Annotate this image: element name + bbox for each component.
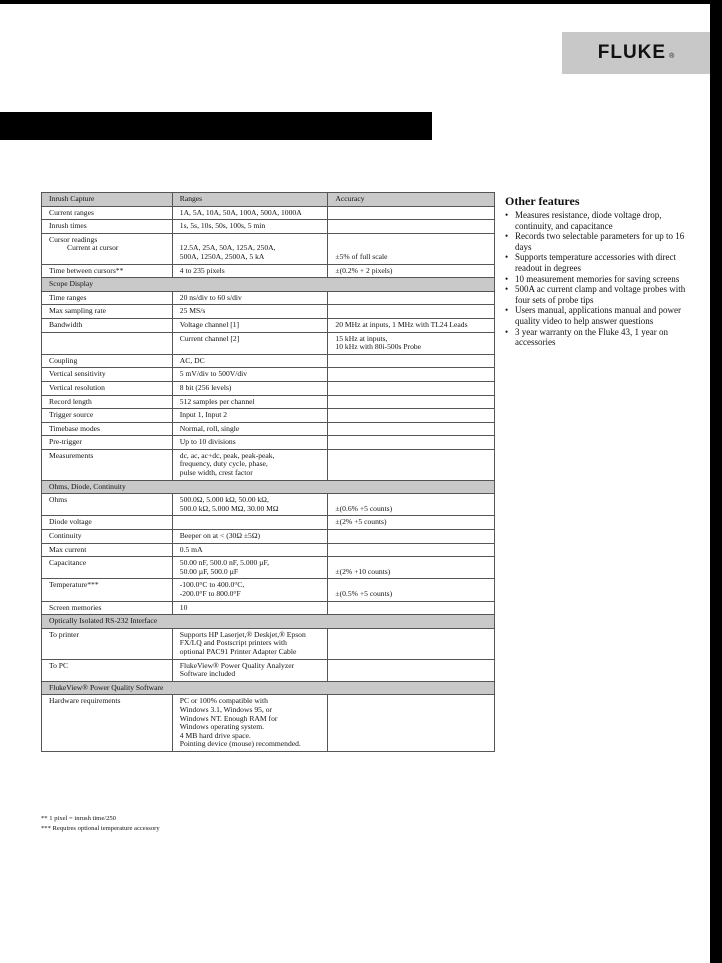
other-features	[505, 194, 700, 348]
table-cell: Trigger source	[42, 409, 173, 423]
table-cell: 8 bit (256 levels)	[172, 381, 328, 395]
table-row	[42, 449, 495, 480]
table-cell	[328, 368, 495, 382]
table-cell: AC, DC	[172, 354, 328, 368]
table-row	[42, 291, 495, 305]
cell-text: 500.0 kΩ, 5.000 MΩ, 30.00 MΩ	[179, 503, 279, 513]
cell-text: frequency, duty cycle, phase,	[179, 459, 268, 469]
feature-item: • 10 measurement memories for saving screens	[505, 274, 700, 285]
table-cell: Voltage channel [1]	[172, 318, 328, 332]
table-row	[42, 318, 495, 332]
table-cell	[328, 659, 495, 681]
cell-text: optional PAC91 Printer Adapter Cable	[179, 646, 297, 656]
table-cell	[328, 220, 495, 234]
section-row	[42, 615, 495, 629]
other-features-list	[505, 210, 700, 348]
table-cell: Measurements	[42, 449, 173, 480]
table-row	[42, 381, 495, 395]
table-row	[42, 220, 495, 234]
table-row	[42, 354, 495, 368]
table-cell: Pre-trigger	[42, 436, 173, 450]
cell-text: -100.0°C to 400.0°C,	[179, 580, 245, 590]
header-bar	[0, 112, 432, 140]
table-cell: 0.5 mA	[172, 543, 328, 557]
table-cell: To printer	[42, 628, 173, 659]
feature-item: • 3 year warranty on the Fluke 43, 1 year on accessories	[505, 327, 700, 348]
table-row	[42, 557, 495, 579]
feature-item: • Users manual, applications manual and power quality video to help answer questions	[505, 305, 700, 326]
table-row	[42, 409, 495, 423]
table-cell: ±(2% +10 counts)	[328, 557, 495, 579]
table-cell	[172, 579, 328, 601]
cell-text: PC or 100% compatible with	[179, 696, 268, 706]
table-cell	[172, 494, 328, 516]
cell-text: 10 kHz with 80i-500s Probe	[335, 342, 422, 352]
table-cell	[328, 436, 495, 450]
table-cell: FlukeView® Power Quality Software	[42, 681, 495, 695]
table-cell	[328, 305, 495, 319]
table-cell: Inrush times	[42, 220, 173, 234]
table-cell: ±(2% +5 counts)	[328, 516, 495, 530]
table-cell: 5 mV/div to 500V/div	[172, 368, 328, 382]
table-row	[42, 305, 495, 319]
feature-item: • Measures resistance, diode voltage drop, continuity, and capacitance	[505, 210, 700, 231]
cell-text: dc, ac, ac+dc, peak, peak-peak,	[179, 450, 275, 460]
footnotes	[41, 814, 160, 834]
fluke-logo	[562, 32, 710, 74]
table-cell: ±(0.5% +5 counts)	[328, 579, 495, 601]
cell-text: FlukeView® Power Quality Analyzer	[179, 660, 295, 670]
cell-text: Cursor readings	[49, 234, 98, 244]
table-cell: Current channel [2]	[172, 332, 328, 354]
table-header-row	[42, 193, 495, 207]
table-cell	[328, 628, 495, 659]
table-row	[42, 395, 495, 409]
table-cell	[328, 332, 495, 354]
header-cell: Ranges	[172, 193, 328, 207]
table-cell	[328, 395, 495, 409]
cell-text: Windows 3.1, Windows 95, or	[179, 704, 273, 714]
table-cell: 512 samples per channel	[172, 395, 328, 409]
cell-text: Current at cursor	[67, 243, 119, 253]
table-cell: Ohms	[42, 494, 173, 516]
spec-sheet-page	[0, 4, 710, 963]
table-row	[42, 530, 495, 544]
table-row	[42, 543, 495, 557]
table-cell: Optically Isolated RS-232 Interface	[42, 615, 495, 629]
feature-item: • Supports temperature accessories with direct readout in degrees	[505, 252, 700, 273]
table-cell	[172, 695, 328, 752]
other-features-title: Other features	[505, 194, 580, 208]
table-cell: Continuity	[42, 530, 173, 544]
table-cell: Vertical sensitivity	[42, 368, 173, 382]
cell-text	[335, 236, 487, 245]
table-cell: ±(0.6% +5 counts)	[328, 494, 495, 516]
feature-item: • Records two selectable parameters for up to 16 days	[505, 231, 700, 252]
table-cell: ±(0.2% + 2 pixels)	[328, 264, 495, 278]
table-cell: 10	[172, 601, 328, 615]
table-cell	[42, 233, 173, 264]
table-cell	[328, 530, 495, 544]
table-row	[42, 436, 495, 450]
table-cell: Max sampling rate	[42, 305, 173, 319]
table-cell	[172, 659, 328, 681]
table-cell	[328, 381, 495, 395]
table-row	[42, 628, 495, 659]
cell-text: 50.00 µF, 500.0 µF	[179, 566, 239, 576]
table-cell: Bandwidth	[42, 318, 173, 332]
table-cell	[172, 557, 328, 579]
table-cell: Hardware requirements	[42, 695, 173, 752]
cell-text: -200.0°F to 800.0°F	[179, 589, 241, 598]
table-row	[42, 516, 495, 530]
table-cell	[172, 628, 328, 659]
table-cell: 20 ns/div to 60 s/div	[172, 291, 328, 305]
specifications-table	[41, 192, 495, 752]
cell-text: 4 MB hard drive space.	[179, 730, 251, 740]
table-cell	[328, 601, 495, 615]
brand-name: FLUKE	[597, 42, 667, 63]
header-cell: Accuracy	[328, 193, 495, 207]
table-row	[42, 659, 495, 681]
section-row	[42, 480, 495, 494]
table-row	[42, 332, 495, 354]
table-cell: 20 MHz at inputs, 1 MHz with TL24 Leads	[328, 318, 495, 332]
cell-text: 15 kHz at inputs,	[335, 333, 388, 343]
footnote: ** 1 pixel = inrush time/250	[41, 815, 116, 822]
table-cell: Timebase modes	[42, 422, 173, 436]
table-cell: 1A, 5A, 10A, 50A, 100A, 500A, 1000A	[172, 206, 328, 220]
table-cell: Time between cursors**	[42, 264, 173, 278]
table-cell: Capacitance	[42, 557, 173, 579]
table-cell: Screen memories	[42, 601, 173, 615]
table-cell: 1s, 5s, 10s, 50s, 100s, 5 min	[172, 220, 328, 234]
table-cell	[172, 449, 328, 480]
table-cell: Scope Display	[42, 278, 495, 292]
table-row	[42, 579, 495, 601]
table-cell: Coupling	[42, 354, 173, 368]
table-cell: Temperature***	[42, 579, 173, 601]
table-cell	[328, 233, 495, 264]
table-cell: Max current	[42, 543, 173, 557]
table-cell	[172, 516, 328, 530]
table-cell: Beeper on at < (30Ω ±5Ω)	[172, 530, 328, 544]
table-cell	[328, 449, 495, 480]
table-cell: Normal, roll, single	[172, 422, 328, 436]
table-cell	[328, 409, 495, 423]
table-cell	[42, 332, 173, 354]
table-row	[42, 264, 495, 278]
brand-registered-mark: ®	[669, 52, 675, 60]
table-row	[42, 233, 495, 264]
cell-text: Supports HP Laserjet,® Deskjet,® Epson	[179, 629, 306, 639]
table-cell	[328, 422, 495, 436]
table-cell: 25 MS/s	[172, 305, 328, 319]
table-cell: Current ranges	[42, 206, 173, 220]
cell-text: Pointing device (mouse) recommended.	[179, 739, 301, 749]
cell-text: 500.0Ω, 5.000 kΩ, 50.00 kΩ,	[179, 495, 269, 505]
table-row	[42, 422, 495, 436]
header-cell: Inrush Capture	[42, 193, 173, 207]
table-cell	[172, 233, 328, 264]
table-cell	[328, 291, 495, 305]
table-cell	[328, 695, 495, 752]
feature-item: • 500A ac current clamp and voltage probes with four sets of probe tips	[505, 284, 700, 305]
table-cell: Vertical resolution	[42, 381, 173, 395]
table-cell	[328, 354, 495, 368]
section-row	[42, 278, 495, 292]
cell-text: 12.5A, 25A, 50A, 125A, 250A,	[179, 243, 276, 253]
cell-text: Software included	[179, 669, 236, 679]
footnote: *** Requires optional temperature accessory	[41, 825, 160, 832]
table-cell	[328, 206, 495, 220]
table-cell: Ohms, Diode, Continuity	[42, 480, 495, 494]
table-cell: Record length	[42, 395, 173, 409]
table-cell: Time ranges	[42, 291, 173, 305]
cell-text: 50.00 nF, 500.0 nF, 5.000 µF,	[179, 558, 270, 568]
table-cell: Diode voltage	[42, 516, 173, 530]
cell-text: 500A, 1250A, 2500A, 5 kA	[179, 251, 265, 261]
table-cell: Up to 10 divisions	[172, 436, 328, 450]
cell-text: ±5% of full scale	[335, 251, 388, 261]
cell-text: Windows NT. Enough RAM for	[179, 713, 278, 723]
cell-text: pulse width, crest factor	[179, 468, 253, 478]
table-row	[42, 494, 495, 516]
table-row	[42, 601, 495, 615]
table-cell: 4 to 235 pixels	[172, 264, 328, 278]
section-row	[42, 681, 495, 695]
table-row	[42, 695, 495, 752]
table-cell: To PC	[42, 659, 173, 681]
table-cell: Input 1, Input 2	[172, 409, 328, 423]
table-row	[42, 206, 495, 220]
cell-text: FX/LQ and Postscript printers with	[179, 638, 287, 648]
cell-text: Windows operating system.	[179, 722, 265, 732]
table-cell	[328, 543, 495, 557]
table-row	[42, 368, 495, 382]
